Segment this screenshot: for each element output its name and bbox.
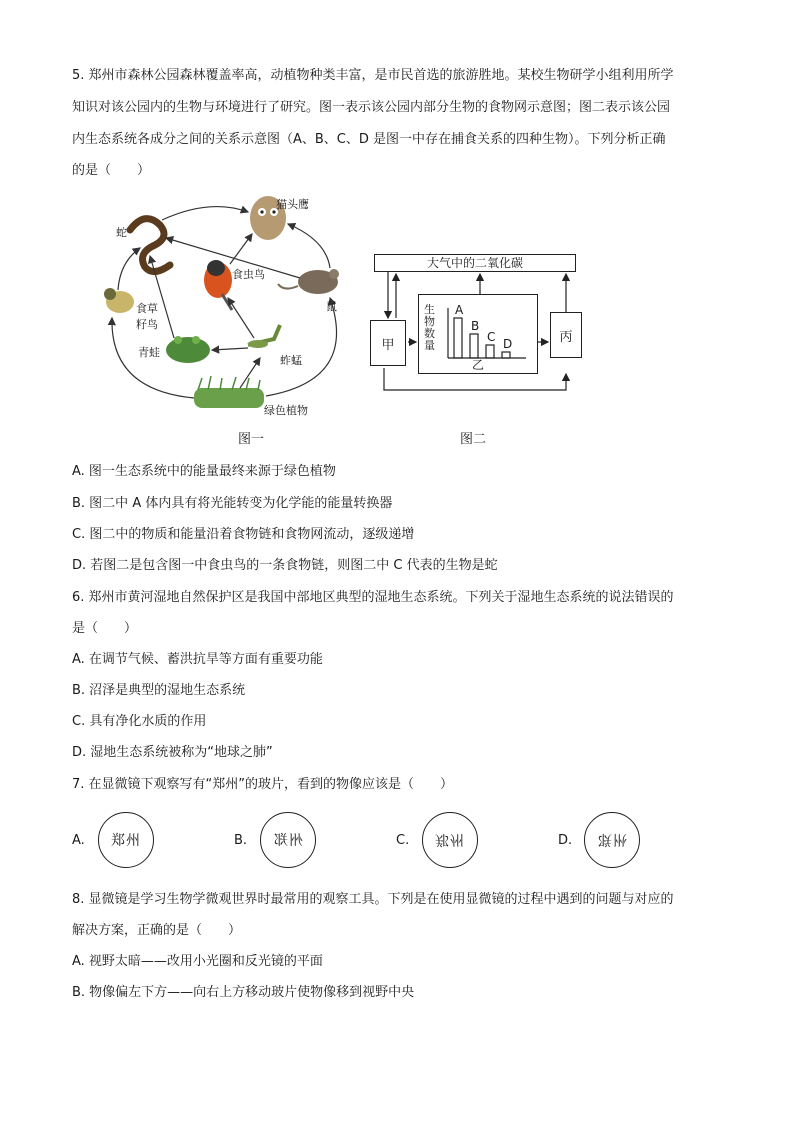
yi-label: 乙 [472, 358, 485, 372]
box-atmosphere-co2 [374, 254, 576, 272]
q6-stem-line-1: 6. 郑州市黄河湿地自然保护区是我国中部地区典型的湿地生态系统。下列关于湿地生态系统的说法错误的 [72, 590, 674, 605]
figure-2-caption: 图二 [460, 432, 487, 447]
ylabel-quantity: 生物数量 [424, 303, 435, 352]
label-insect-bird: 食虫鸟 [232, 268, 265, 281]
bar-label-C: C [487, 330, 496, 344]
bar-label-D: D [503, 337, 513, 351]
q5-option-c[interactable]: C. 图二中的物质和能量沿着食物链和食物网流动，逐级递增 [72, 527, 415, 542]
q6-option-b[interactable]: B. 沼泽是典型的湿地生态系统 [72, 683, 246, 698]
q5-stem-line-4: 的是（ ） [72, 163, 151, 178]
q7-choice-b-text: 州郑 [273, 833, 303, 849]
q8-option-a[interactable]: A. 视野太暗——改用小光圈和反光镜的平面 [72, 954, 323, 969]
grass-icon [194, 376, 264, 408]
q7-choice-b-label[interactable]: B. [234, 833, 248, 848]
label-snake: 蛇 [116, 226, 127, 239]
q5-stem-line-3: 内生态系统各成分之间的关系示意图（A、B、C、D 是图一中存在捕食关系的四种生物）。下列分析正确 [72, 132, 666, 147]
jia-label: 甲 [381, 337, 395, 353]
snake-icon [130, 219, 170, 272]
q8-stem-line-2: 解决方案，正确的是（ ） [72, 923, 242, 938]
q5-option-d[interactable]: D. 若图二是包含图一中食虫鸟的一条食物链，则图二中 C 代表的生物是蛇 [72, 558, 498, 573]
q6-option-a[interactable]: A. 在调节气候、蓄洪抗旱等方面有重要功能 [72, 652, 323, 667]
q7-choice-d-image[interactable] [584, 812, 640, 868]
q7-choice-d-label[interactable]: D. [558, 833, 573, 848]
q7-choice-b-image[interactable] [260, 812, 316, 868]
figure-food-web [90, 190, 380, 420]
q7-choice-c-label[interactable]: C. [396, 833, 410, 848]
box-jia [370, 320, 406, 366]
q7-choice-a-label[interactable]: A. [72, 833, 85, 848]
box-bing [550, 312, 582, 358]
label-mouse: 鼠 [326, 300, 337, 313]
bar-label-B: B [471, 319, 480, 333]
bing-label: 丙 [559, 329, 573, 345]
q6-option-d[interactable]: D. 湿地生态系统被称为“地球之肺” [72, 745, 273, 760]
q6-stem-line-2: 是（ ） [72, 621, 138, 636]
atmosphere-co2-label: 大气中的二氧化碳 [426, 256, 523, 270]
seed-bird-icon [104, 288, 134, 313]
label-grasshopper: 蚱蜢 [280, 354, 302, 367]
label-seed-bird-1: 食草 [136, 302, 158, 315]
insect-bird-icon [204, 260, 232, 310]
mouse-icon [278, 269, 339, 294]
q8-stem-line-1: 8. 显微镜是学习生物学微观世界时最常用的观察工具。下列是在使用显微镜的过程中遇到的问题与对应的 [72, 892, 674, 907]
q7-choice-a-text: 郑州 [111, 833, 141, 849]
q7-choice-c-text: 郑州 [435, 831, 465, 847]
bar-label-A: A [455, 303, 464, 317]
figure-ecosystem [366, 250, 586, 400]
q7-choice-c-image[interactable] [422, 812, 478, 868]
q5-option-a[interactable]: A. 图一生态系统中的能量最终来源于绿色植物 [72, 464, 336, 479]
label-owl: 猫头鹰 [276, 198, 309, 211]
label-plant: 绿色植物 [264, 404, 308, 417]
q5-stem-line-1: 5. 郑州市森林公园森林覆盖率高，动植物种类丰富，是市民首选的旅游胜地。某校生物研学小组利用所学 [72, 68, 674, 83]
q8-option-b[interactable]: B. 物像偏左下方——向右上方移动玻片使物像移到视野中央 [72, 985, 415, 1000]
q7-choice-a-image[interactable] [98, 812, 154, 868]
q5-stem-line-2: 知识对该公园内的生物与环境进行了研究。图一表示该公园内部分生物的食物网示意图；图二表示该公园 [72, 100, 671, 115]
q5-option-b[interactable]: B. 图二中 A 体内具有将光能转变为化学能的能量转换器 [72, 496, 393, 511]
label-seed-bird-2: 籽鸟 [136, 318, 158, 331]
label-frog: 青蛙 [138, 346, 160, 359]
figure-1-caption: 图一 [238, 432, 265, 447]
q7-choice-d-text: 州郑 [597, 831, 627, 847]
q6-option-c[interactable]: C. 具有净化水质的作用 [72, 714, 207, 729]
frog-icon [166, 336, 210, 363]
q7-stem: 7. 在显微镜下观察写有“郑州”的玻片，看到的物像应该是（ ） [72, 777, 454, 792]
